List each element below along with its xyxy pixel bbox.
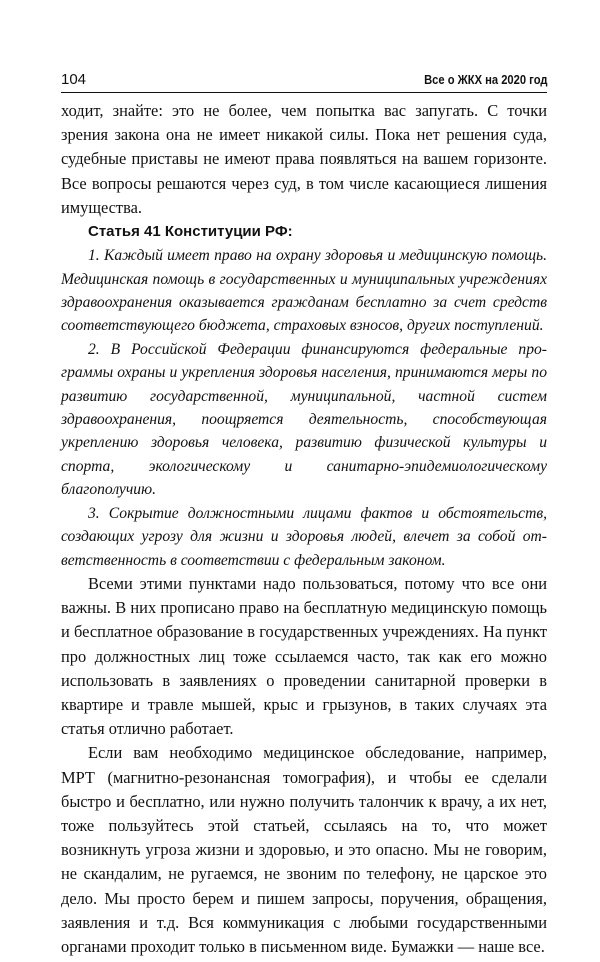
body-paragraph-2: Всеми этими пунктами надо пользоваться, потому что все они важны. В них прописано право на бесплатную медицинскую помощь и бесплатное образование в государственных учреждениях. На пункт про должностных лиц тоже ссылаемся часто, так как его можно использовать в заявлениях о проведении санитарной проверки в квартире и травле мышей, крыс и грызунов, в таких случаях эта статья отлично работает.	[61, 573, 547, 739]
page-number: 104	[61, 71, 87, 88]
intro-paragraph: ходит, знайте: это не более, чем попытка вас запугать. С точки зрения закона она не имеет никакой силы. Пока нет решения суда, судебные приставы не имеют права появляться на вашем горизонте. Все вопросы решаются через суд, в том числе касающиеся лишения имущества.	[61, 101, 547, 217]
quote-item-1: 1. Каждый имеет право на охрану здоровья и медицинскую помощь. Медицинская помощь в государственных и муниципальных учреждениях здравоохранения оказывается гражданам бесплатно за счет средств соответствующего бюджета, страховых взносов, других поступлений.	[61, 247, 547, 335]
book-page	[61, 66, 547, 959]
quote-item-2: 2. В Российской Федерации финансируются федеральные программы охраны и укрепления здоровья населения, принимаются меры по развитию государственной, муниципальной, частной систем здравоохранения, поощряется деятельность, способствующая укреплению здоровья человека, развитию физической культуры и спорта, экологическому и санитарно-эпидемиологическому благополучию.	[61, 340, 547, 499]
quote-item-3: 3. Сокрытие должностными лицами фактов и обстоятельств, создающих угрозу для жизни и здоровья людей, влечет за собой ответственность в соответствии с федеральным законом.	[61, 504, 547, 569]
running-title: Все о ЖКХ на 2020 год	[423, 72, 547, 87]
body-paragraph-3: Если вам необходимо медицинское обследование, например, МРТ (магнитно-резонансная томография), и чтобы ее сделали быстро и бесплатно, или нужно получить талончик к врачу, а их нет, тоже пользуйтесь этой статьей, ссылаясь на то, что может возникнуть угроза жизни и здоровью, и это опасно. Мы не говорим, не скандалим, не ругаемся, не звоним по телефону, не царское это дело. Мы просто берем и пишем запросы, поручения, обращения, заявления и т.д. Вся коммуникация с любыми государственными органами проходит только в письменном виде. Бумажки — наше все.	[61, 743, 547, 956]
page-body	[61, 99, 547, 959]
article-heading: Статья 41 Конституции РФ:	[88, 223, 293, 241]
page-header	[61, 66, 547, 93]
